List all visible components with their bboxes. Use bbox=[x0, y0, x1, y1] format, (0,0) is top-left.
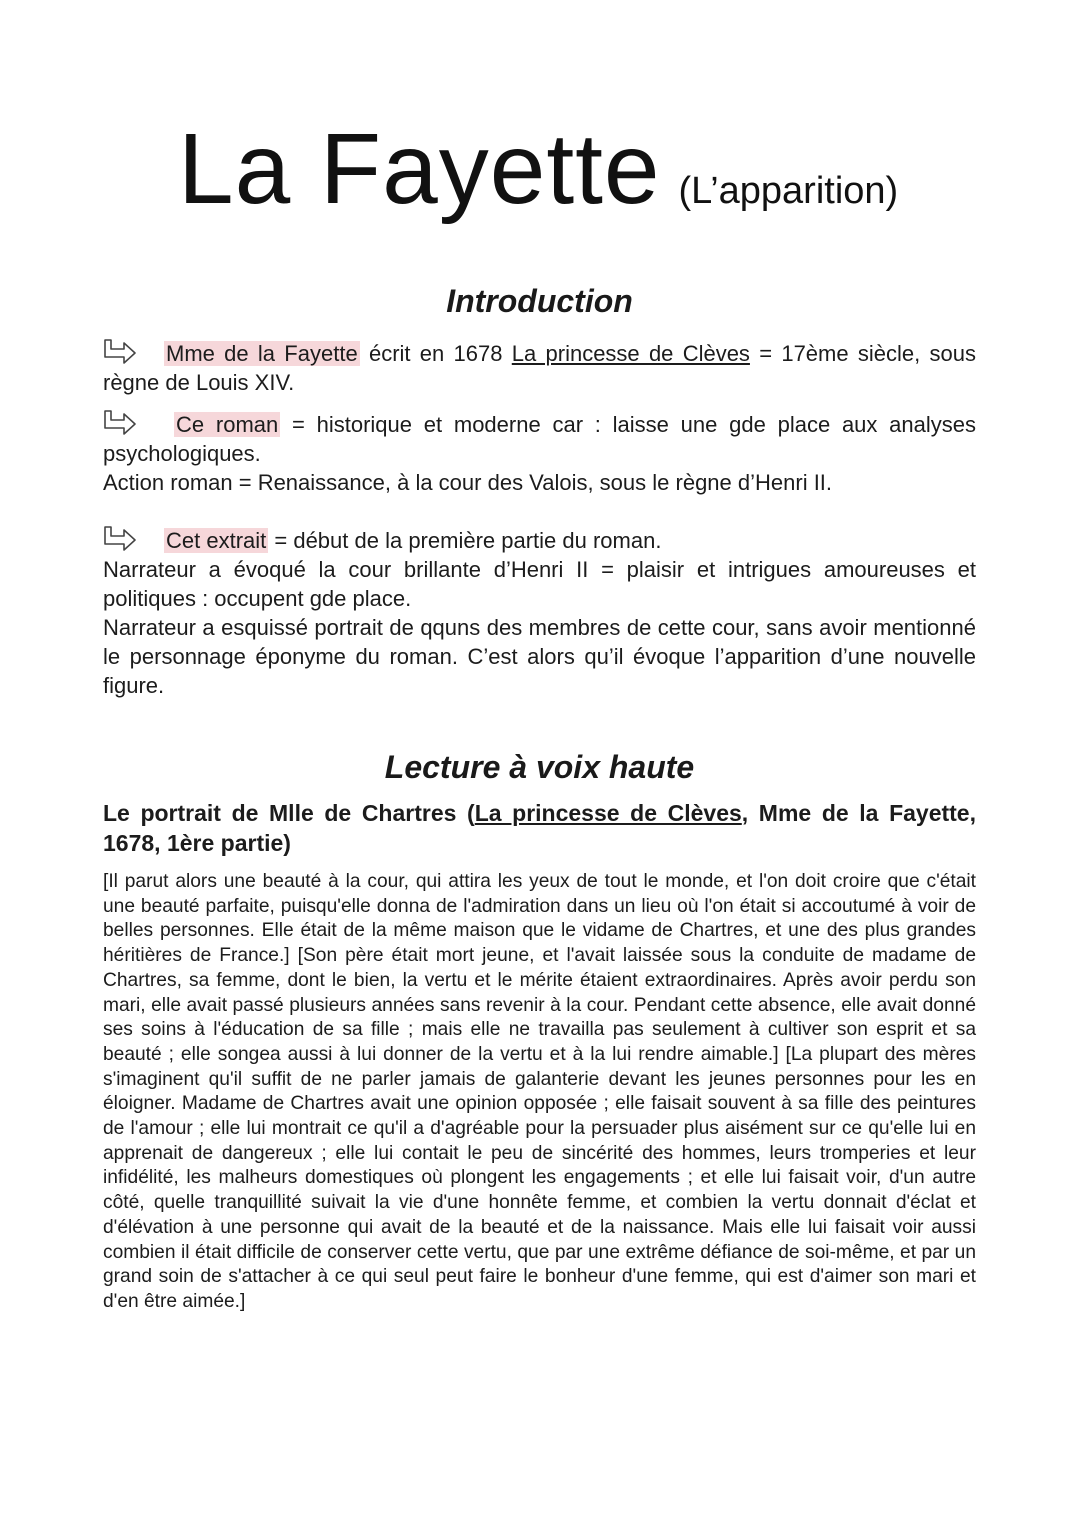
right-turn-arrow-icon bbox=[102, 410, 138, 436]
right-turn-arrow-icon bbox=[102, 526, 138, 552]
highlight-novel: Ce roman bbox=[176, 412, 279, 437]
intro-paragraph-2: Ce roman = historique et moderne car : laisse une gde place aux analyses psychologiques. Action roman = Renaissance, à la cour des Valois, sous le règne d’Henri II. bbox=[103, 412, 976, 495]
right-turn-arrow-icon bbox=[102, 339, 138, 365]
intro-paragraph-1: Mme de la Fayette écrit en 1678 La princesse de Clèves = 17ème siècle, sous règne de Louis XIV. bbox=[103, 341, 976, 395]
lecture-heading: Lecture à voix haute bbox=[384, 749, 695, 785]
work-title: La princesse de Clèves bbox=[474, 800, 742, 826]
intro-paragraph-3: Cet extrait = début de la première partie du roman. Narrateur a évoqué la cour brillante d’Henri II = plaisir et intrigues amoureuses et politiques : occupent gde place. Narrateur a esquissé portrait de qquns des membres de cette cour, sans avoir mentionné le personnage éponyme du roman. C’est alors qu’il évoque l’apparition d’une nouvelle figure. bbox=[103, 528, 976, 698]
title-subtitle: (L’apparition) bbox=[678, 170, 899, 212]
work-title: La princesse de Clèves bbox=[511, 341, 750, 366]
intro-narrator-line-1: Narrateur a évoqué la cour brillante d’Henri II = plaisir et intrigues amoureuses et politiques : occupent gde place. bbox=[103, 557, 976, 611]
excerpt-title: Le portrait de Mlle de Chartres (La princesse de Clèves, Mme de la Fayette, 1678, 1ère partie) bbox=[103, 800, 976, 856]
introduction-heading: Introduction bbox=[446, 283, 633, 319]
excerpt-text: [Il parut alors une beauté à la cour, qui attira les yeux de tout le monde, et l'on doit croire que c'était une beauté parfaite, puisqu'elle donna de l'admiration dans un lieu où l'on était si accoutumé à voir de belles personnes. Elle était de la même maison que le vidame de Chartres, et une des plus grandes héritières de France.] [Son père était mort jeune, et l'avait laissée sous la conduite de madame de Chartres, sa femme, dont le bien, la vertu et le mérite étaient extraordinaires. Après avoir perdu son mari, elle avait passé plusieurs années sans revenir à la cour. Pendant cette absence, elle avait donné ses soins à l'éducation de sa fille ; mais elle ne travailla pas seulement à cultiver son esprit et sa beauté ; elle songea aussi à lui donner de la vertu et à la lui rendre aimable.] [La plupart des mères s'imaginent qu'il suffit de ne parler jamais de galanterie devant les jeunes personnes pour les en éloigner. Madame de Chartres avait une opinion opposée ; elle faisait souvent à sa fille des peintures de l'amour ; elle lui montrait ce qu'il a d'agréable pour la persuader plus aisément sur ce qu'elle lui en apprenait de dangereux ; elle lui contait le peu de sincérité des hommes, leurs tromperies et leur infidélité, les malheurs domestiques où plongent les engagements ; et elle lui faisait voir, d'un autre côté, quelle tranquillité suivait la vie d'une honnête femme, et combien la vertu donnait d'éclat et d'élévation à une personne qui avait de la beauté et de la naissance. Mais elle lui faisait voir aussi combien il était difficile de conserver cette vertu, que par une extrême défiance de soi-même, et par un grand soin de s'attacher à ce qui seul peut faire le bonheur d'une femme, qui est d'aimer son mari et d'en être aimée.] bbox=[103, 871, 976, 1312]
highlight-author: Mme de la Fayette bbox=[166, 341, 358, 366]
intro-narrator-line-2: Narrateur a esquissé portrait de qquns des membres de cette cour, sans avoir mentionné le personnage éponyme du roman. C’est alors qu’il évoque l’apparition d’une nouvelle figure. bbox=[103, 615, 976, 698]
highlight-extract: Cet extrait bbox=[166, 528, 267, 553]
title-main: La Fayette bbox=[178, 113, 661, 225]
intro-action-line: Action roman = Renaissance, à la cour des Valois, sous le règne d’Henri II. bbox=[103, 470, 833, 495]
page-title bbox=[178, 112, 898, 227]
